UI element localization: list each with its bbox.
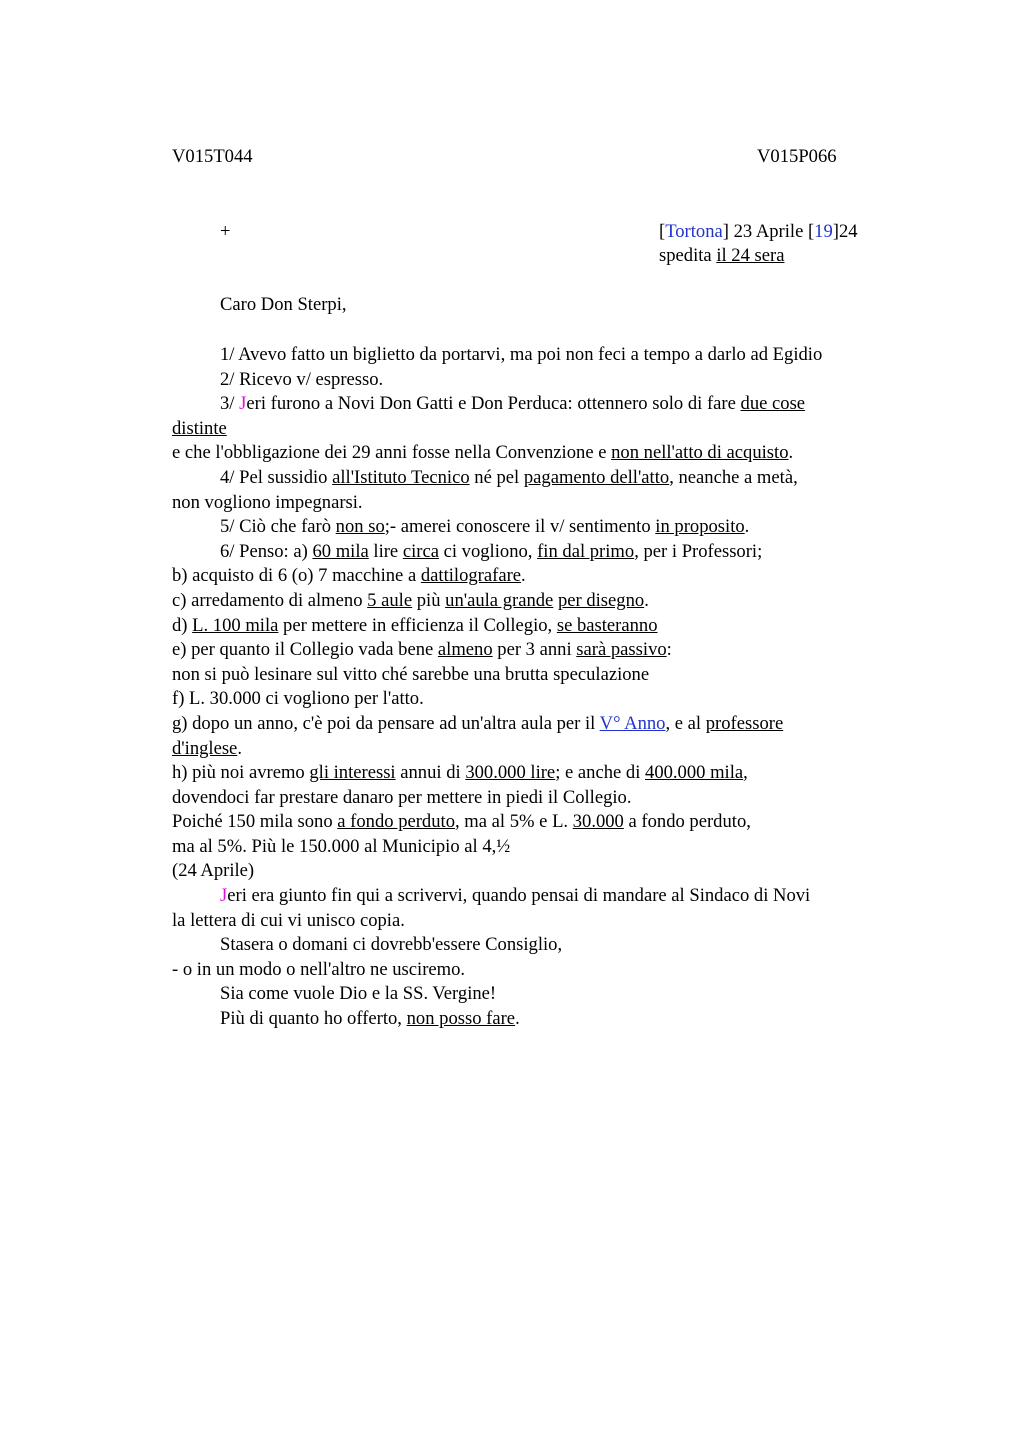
- g-underline-2: professore: [705, 712, 784, 734]
- item-b: [172, 564, 912, 589]
- i-underline-2: 30.000: [572, 811, 624, 833]
- p6-underline-3: fin dal primo: [537, 540, 635, 562]
- h-underline-3: 400.000 mila: [645, 762, 744, 784]
- p3-text: eri furono a Novi Don Gatti e Don Perduca: ottennero solo di fare: [246, 393, 741, 415]
- second-date: (24 Aprile): [172, 860, 255, 882]
- paragraph-3-cont-2: [172, 441, 912, 466]
- g-underline-2b: d'inglese: [172, 737, 238, 759]
- c-text-a: c) arredamento di almeno: [172, 589, 368, 611]
- e-underline-2: sarà passivo: [576, 639, 667, 661]
- date-day-month: ] 23 Aprile [: [722, 221, 815, 242]
- p5-underline-1: non so: [335, 516, 385, 538]
- p10-underline-1: non posso fare: [406, 1008, 516, 1030]
- c-text-b: più: [412, 589, 446, 611]
- i-text-a: Poiché 150 mila sono: [172, 811, 338, 833]
- h-text-a: h) più noi avremo: [172, 762, 310, 784]
- p4-underline-2: pagamento dell'atto: [523, 466, 670, 488]
- b-text-b: .: [521, 565, 526, 587]
- item-h: [172, 761, 912, 786]
- p3-text-b: e che l'obbligazione dei 29 anni fosse nella Convenzione e: [172, 442, 612, 464]
- item-e: [172, 638, 912, 663]
- item-f: f) L. 30.000 ci vogliono per l'atto.: [172, 688, 424, 710]
- item-d: [172, 614, 912, 639]
- p6-text-b: lire: [368, 540, 403, 562]
- paragraph-9: Sia come vuole Dio e la SS. Vergine!: [220, 983, 497, 1005]
- c-underline-1: 5 aule: [367, 589, 413, 611]
- paragraph-5: [172, 515, 912, 540]
- d-text-b: per mettere in efficienza il Collegio,: [278, 614, 557, 636]
- paragraph-2: 2/ Ricevo v/ espresso.: [220, 368, 384, 390]
- p3-initial: J: [239, 393, 247, 415]
- paragraph-8-cont: - o in un modo o nell'altro ne usciremo.: [172, 958, 466, 980]
- date-place: Tortona: [665, 221, 723, 242]
- p10-text-a: Più di quanto ho offerto,: [220, 1008, 407, 1030]
- g-underline-1: V° Anno: [599, 712, 666, 734]
- h-text-d: ,: [743, 762, 748, 784]
- p6-text-d: , per i Professori;: [634, 540, 763, 562]
- p5-text-b: ;- amerei conoscere il v/ sentimento: [384, 516, 656, 538]
- paragraph-3-cont-1: [172, 417, 912, 442]
- salutation: Caro Don Sterpi,: [220, 294, 347, 315]
- document-code-left: V015T044: [172, 146, 253, 167]
- item-i-cont: ma al 5%. Più le 150.000 al Municipio al 4,½: [172, 835, 511, 857]
- h-text-b: annui di: [395, 762, 466, 784]
- d-underline-1: L. 100 mila: [192, 614, 279, 636]
- paragraph-8: Stasera o domani ci dovrebb'essere Consiglio,: [220, 934, 563, 956]
- document-code-right: V015P066: [757, 146, 837, 167]
- item-g-cont: [172, 737, 912, 762]
- b-text-a: b) acquisto di 6 (o) 7 macchine a: [172, 565, 421, 587]
- p4-underline-1: all'Istituto Tecnico: [332, 466, 470, 488]
- date-year-end: ]24: [832, 221, 858, 242]
- item-g: [172, 712, 912, 737]
- p3-text-c: .: [788, 442, 794, 464]
- p7-initial: J: [220, 885, 228, 907]
- paragraph-1: 1/ Avevo fatto un biglietto da portarvi, ma poi non feci a tempo a darlo ad Egidio: [220, 344, 823, 365]
- b-underline-1: dattilografare: [420, 565, 522, 587]
- cross-mark: +: [220, 221, 231, 242]
- g-text-c: .: [237, 737, 242, 759]
- p6-underline-1: 60 mila: [312, 540, 369, 562]
- h-underline-1: gli interessi: [309, 762, 396, 784]
- item-e-cont: non si può lesinare sul vitto ché sarebbe una brutta speculazione: [172, 663, 650, 685]
- paragraph-4-cont: non vogliono impegnarsi.: [172, 491, 363, 513]
- p5-underline-2: in proposito: [655, 516, 745, 538]
- p5-text-c: .: [744, 516, 750, 538]
- paragraph-10: [172, 1007, 912, 1032]
- item-i: [172, 810, 912, 835]
- letter-date: [659, 220, 858, 245]
- p5-text-a: 5/ Ciò che farò: [220, 516, 336, 538]
- i-text-b: , ma al 5% e L.: [455, 811, 573, 833]
- p4-text-b: né pel: [469, 466, 524, 488]
- letter-body: [172, 343, 912, 1032]
- paragraph-7-cont: la lettera di cui vi unisco copia.: [172, 909, 405, 931]
- c-underline-3: per disegno: [557, 589, 645, 611]
- c-underline-2: un'aula grande: [445, 589, 554, 611]
- p4-text-c: , neanche a metà,: [669, 466, 798, 488]
- item-c: [172, 589, 912, 614]
- paragraph-3: [172, 392, 912, 417]
- d-underline-2: se basteranno: [556, 614, 658, 636]
- g-text-b: , e al: [665, 712, 706, 734]
- paragraph-4: [172, 466, 912, 491]
- e-text-a: e) per quanto il Collegio vada bene: [172, 639, 438, 661]
- item-h-cont: dovendoci far prestare danaro per mettere in piedi il Collegio.: [172, 786, 632, 808]
- sent-note: [659, 244, 784, 269]
- sent-prefix: spedita: [659, 245, 717, 266]
- p3-number: 3/: [220, 393, 240, 415]
- e-text-b: per 3 anni: [492, 639, 577, 661]
- p3-underline-2: non nell'atto di acquisto: [611, 442, 789, 464]
- p6-text-c: ci vogliono,: [438, 540, 538, 562]
- e-underline-1: almeno: [437, 639, 493, 661]
- c-text-d: .: [644, 589, 649, 611]
- i-underline-1: a fondo perduto: [337, 811, 455, 833]
- p7-text-a: eri era giunto fin qui a scrivervi, quando pensai di mandare al Sindaco di Novi: [227, 885, 811, 907]
- p10-text-b: .: [515, 1008, 520, 1030]
- sent-date: il 24 sera: [716, 245, 785, 266]
- h-underline-2: 300.000 lire: [465, 762, 556, 784]
- i-text-c: a fondo perduto,: [623, 811, 751, 833]
- p3-underline-1: due cose: [740, 393, 806, 415]
- date-bracket-open: [: [659, 221, 666, 242]
- p6-underline-2: circa: [402, 540, 439, 562]
- e-text-c: :: [666, 639, 672, 661]
- d-text-a: d): [172, 614, 193, 636]
- h-text-c: ; e anche di: [555, 762, 646, 784]
- g-text-a: g) dopo un anno, c'è poi da pensare ad un'altra aula per il: [172, 712, 600, 734]
- p4-text-a: 4/ Pel sussidio: [220, 466, 333, 488]
- p3-underline-1b: distinte: [172, 417, 227, 439]
- date-century: 19: [814, 221, 833, 242]
- p6-text-a: 6/ Penso: a): [220, 540, 313, 562]
- paragraph-7: [172, 884, 912, 909]
- paragraph-6: [172, 540, 912, 565]
